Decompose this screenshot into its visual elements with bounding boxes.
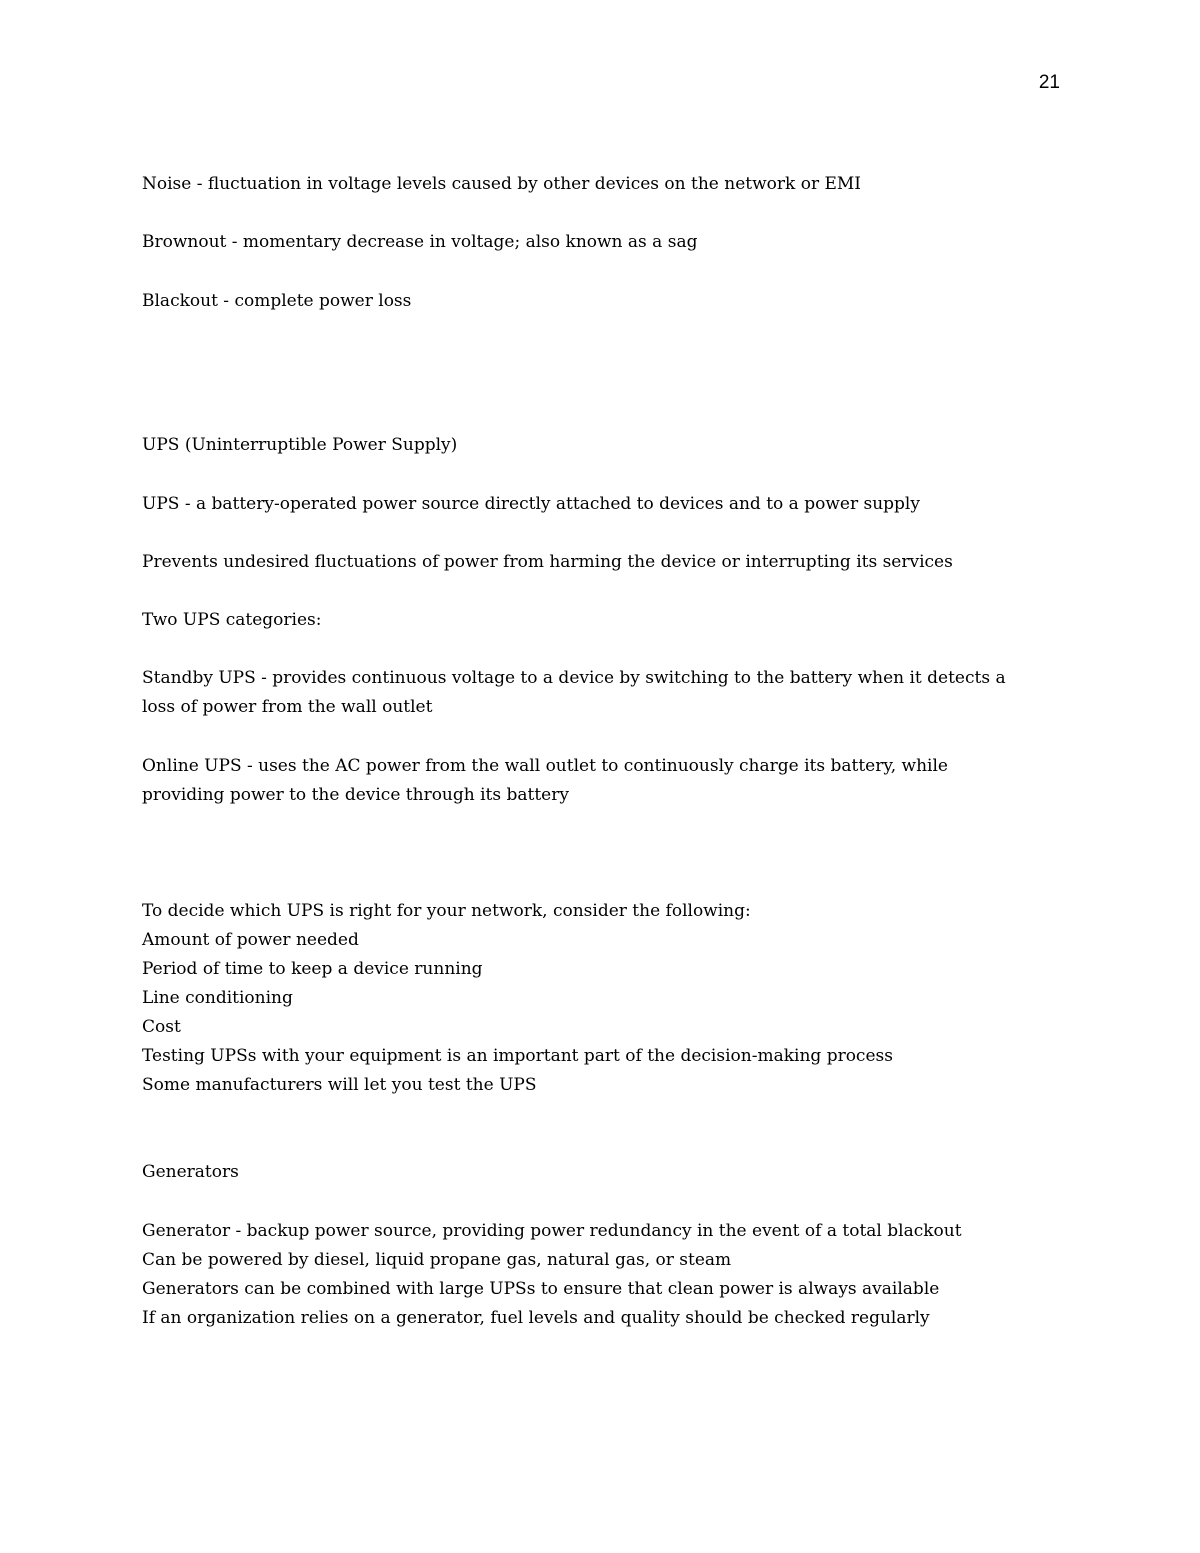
generators-line: Generators can be combined with large UPSs to ensure that clean power is always available	[142, 1279, 940, 1299]
generators-line: If an organization relies on a generator, fuel levels and quality should be checked regularly	[142, 1308, 930, 1328]
ups-prevents: Prevents undesired fluctuations of power from harming the device or interrupting its services	[142, 552, 953, 572]
standby-ups-line-2: loss of power from the wall outlet	[142, 697, 433, 717]
decide-item: Line conditioning	[142, 988, 293, 1008]
decide-item: Cost	[142, 1017, 181, 1037]
decide-item: Some manufacturers will let you test the UPS	[142, 1075, 537, 1095]
blackout-definition: Blackout - complete power loss	[142, 291, 412, 311]
ups-definition: UPS - a battery-operated power source directly attached to devices and to a power supply	[142, 494, 920, 514]
standby-ups-line-1: Standby UPS - provides continuous voltage to a device by switching to the battery when it detects a	[142, 668, 1006, 688]
generators-line: Can be powered by diesel, liquid propane gas, natural gas, or steam	[142, 1250, 732, 1270]
noise-definition: Noise - fluctuation in voltage levels caused by other devices on the network or EMI	[142, 174, 862, 194]
online-ups-line-2: providing power to the device through its battery	[142, 785, 569, 805]
brownout-definition: Brownout - momentary decrease in voltage; also known as a sag	[142, 232, 698, 252]
decide-item: Amount of power needed	[142, 930, 359, 950]
page-number: 21	[1038, 72, 1060, 93]
generators-heading: Generators	[142, 1162, 239, 1182]
decide-intro: To decide which UPS is right for your network, consider the following:	[142, 901, 751, 921]
ups-heading: UPS (Uninterruptible Power Supply)	[142, 435, 458, 455]
decide-item: Testing UPSs with your equipment is an important part of the decision-making process	[142, 1046, 893, 1066]
ups-categories-label: Two UPS categories:	[142, 610, 322, 630]
decide-item: Period of time to keep a device running	[142, 959, 483, 979]
online-ups-line-1: Online UPS - uses the AC power from the wall outlet to continuously charge its battery, while	[142, 756, 948, 776]
generators-line: Generator - backup power source, providing power redundancy in the event of a total blackout	[142, 1221, 962, 1241]
